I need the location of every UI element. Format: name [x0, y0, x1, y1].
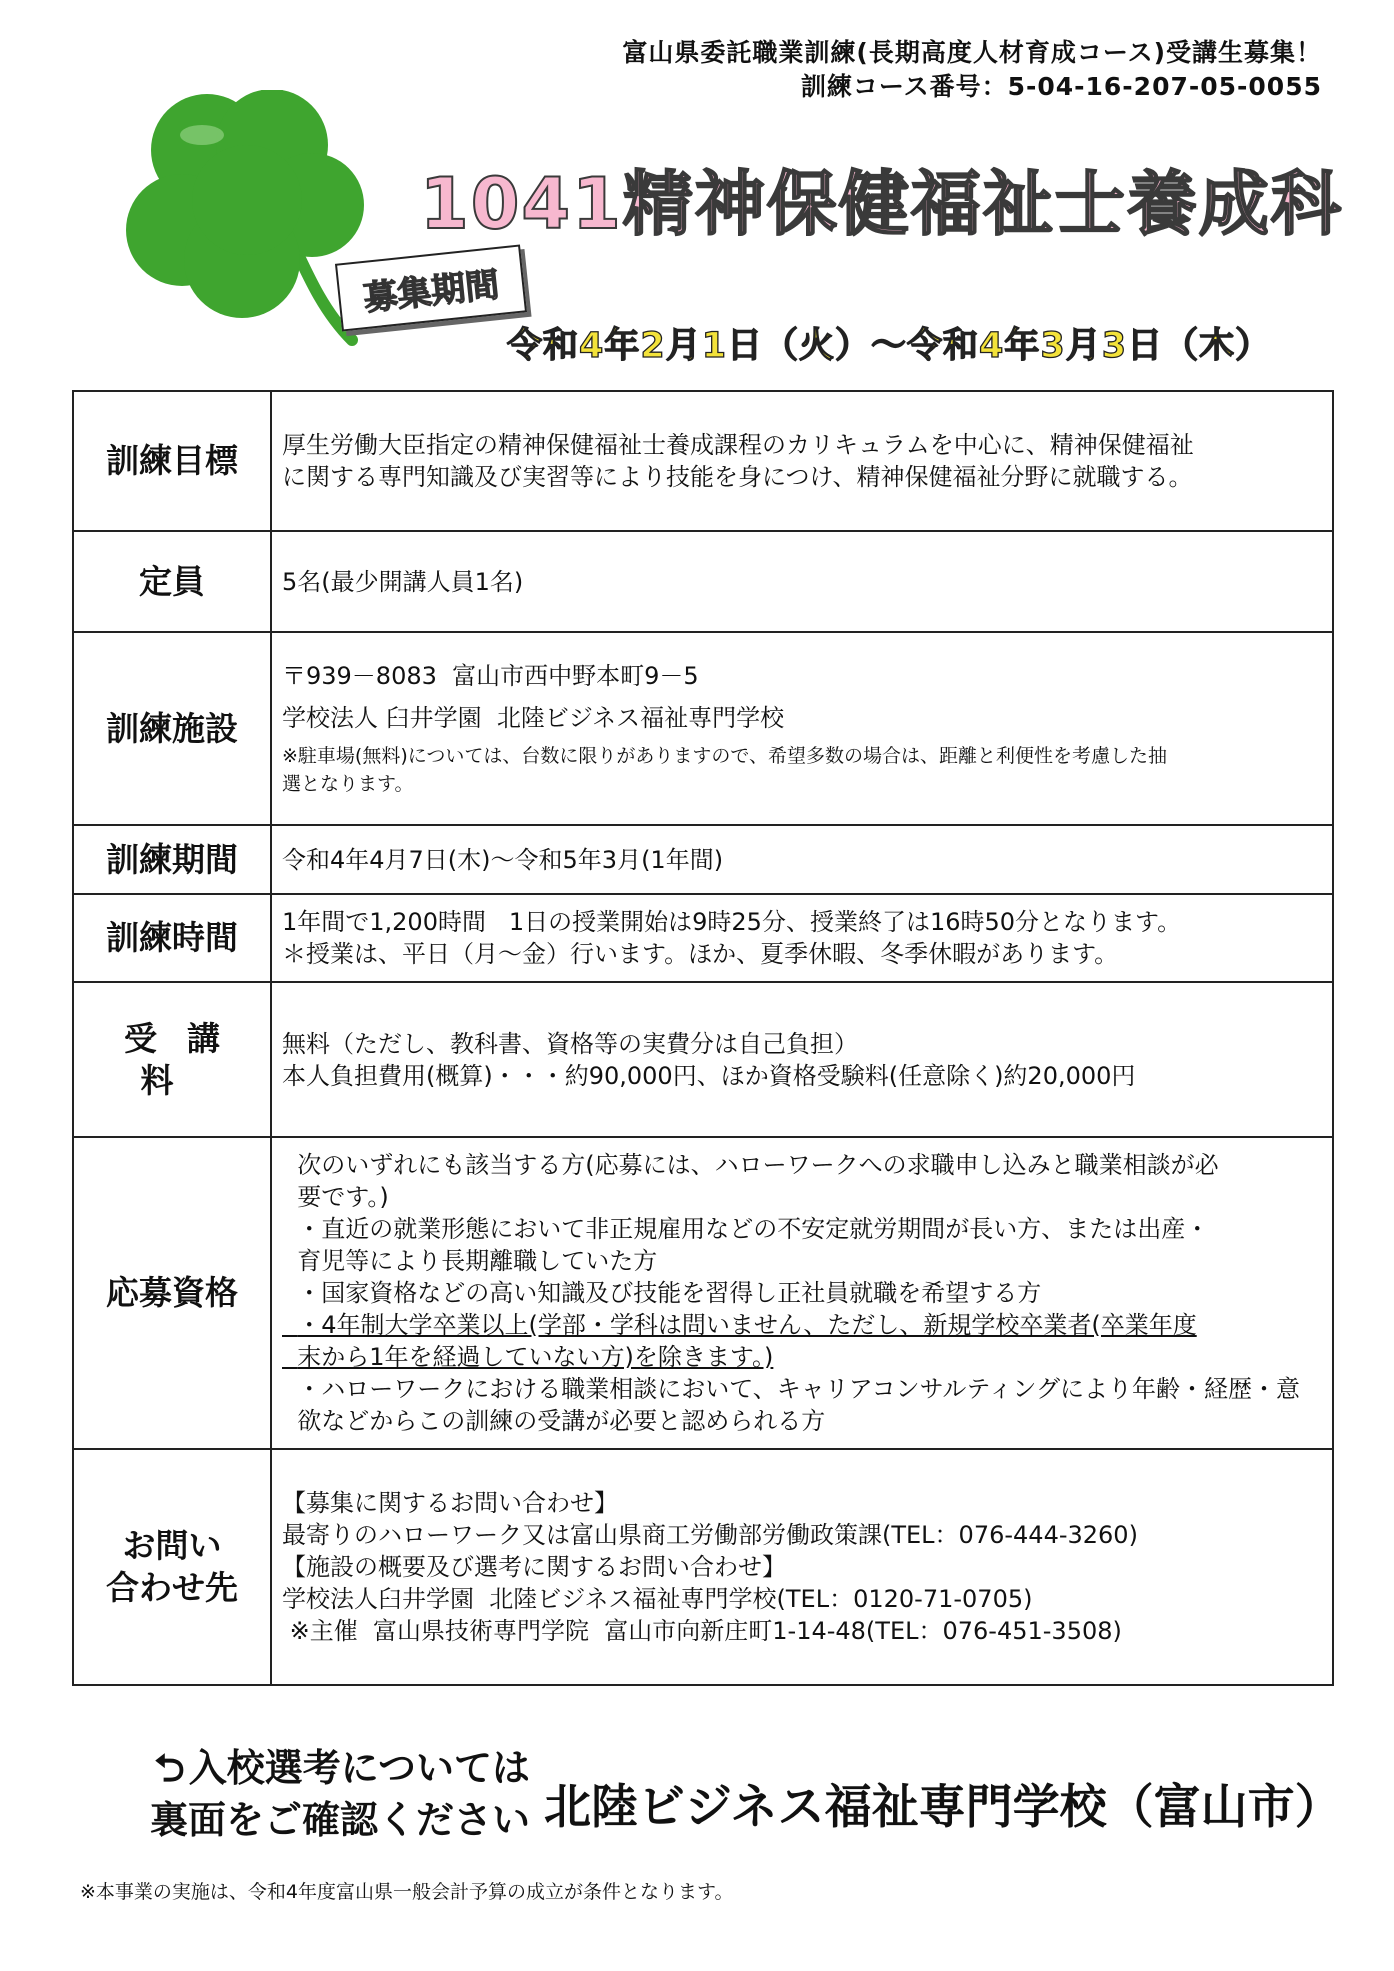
footer-notice: [150, 1742, 530, 1846]
table-row-facility: [73, 632, 1333, 825]
eligibility-line: ・国家資格などの高い知識及び技能を習得し正社員就職を希望する方: [282, 1279, 1042, 1307]
content-eligibility: [271, 1137, 1333, 1449]
recruitment-period-dates: 令和4年2月1日（火）～令和4年3月3日（木）: [507, 326, 1272, 366]
table-row-period: [73, 825, 1333, 894]
label-hours: 訓練時間: [73, 894, 271, 982]
content-hours: [271, 894, 1333, 982]
content-goal: [271, 391, 1333, 531]
fee-line: 無料（ただし、教科書、資格等の実費分は自己負担）: [282, 1029, 858, 1058]
label-period: 訓練期間: [73, 825, 271, 894]
contact-line: 学校法人臼井学園 北陸ビジネス福祉専門学校(TEL：0120-71-0705): [282, 1585, 1033, 1613]
recruitment-period-tag: 募集期間: [335, 244, 527, 331]
label-eligibility: 応募資格: [73, 1137, 271, 1449]
content-period: 令和4年4月7日(木)～令和5年3月(1年間): [271, 825, 1333, 894]
content-facility: [271, 632, 1333, 825]
contact-line: 【募集に関するお問い合わせ】: [282, 1489, 618, 1517]
facility-note-line: ※駐車場(無料)については、台数に限りがありますので、希望多数の場合は、距離と利便性を考慮した抽: [282, 744, 1167, 767]
content-fee: [271, 982, 1333, 1137]
contact-line: ※主催 富山県技術専門学院 富山市向新庄町1-14-48(TEL：076-451-3508): [282, 1617, 1122, 1645]
facility-note-line: 選となります。: [282, 772, 414, 795]
eligibility-line: 育児等により長期離職していた方: [282, 1247, 658, 1275]
content-contact: [271, 1449, 1333, 1685]
goal-line: に関する専門知識及び実習等により技能を身につけ、精神保健福祉分野に就職する。: [282, 463, 1193, 491]
eligibility-line: 要です。): [282, 1183, 389, 1211]
label-contact: [73, 1449, 271, 1685]
label-fee: [73, 982, 271, 1137]
footer-line-1-text: 入校選考については: [188, 1746, 530, 1790]
label-facility: 訓練施設: [73, 632, 271, 825]
table-row-capacity: [73, 531, 1333, 632]
table-row-eligibility: [73, 1137, 1333, 1449]
content-capacity: 5名(最少開講人員1名): [271, 531, 1333, 632]
goal-line: 厚生労働大臣指定の精神保健福祉士養成課程のカリキュラムを中心に、精神保健福祉: [282, 431, 1194, 459]
footer-school-name: 北陸ビジネス福祉専門学校（富山市）: [544, 1780, 1342, 1835]
contact-line: 【施設の概要及び選考に関するお問い合わせ】: [282, 1553, 786, 1581]
eligibility-line-underlined: 末から1年を経過していない方)を除きます。): [282, 1343, 774, 1371]
table-row-fee: [73, 982, 1333, 1137]
eligibility-line-underlined: ・4年制大学卒業以上(学部・学科は問いません、ただし、新規学校卒業者(卒業年度: [282, 1311, 1197, 1339]
header-line-2: 訓練コース番号：5-04-16-207-05-0055: [800, 72, 1322, 101]
facility-school: 学校法人 臼井学園 北陸ビジネス福祉専門学校: [282, 703, 785, 732]
disclaimer: ※本事業の実施は、令和4年度富山県一般会計予算の成立が条件となります。: [80, 1881, 734, 1903]
hours-line: 1年間で1,200時間 1日の授業開始は9時25分、授業終了は16時50分となります。: [282, 908, 1182, 936]
eligibility-line: ・直近の就業形態において非正規雇用などの不安定就労期間が長い方、または出産・: [282, 1215, 1210, 1243]
eligibility-line: 欲などからこの訓練の受講が必要と認められる方: [282, 1407, 826, 1435]
course-info-table: [72, 390, 1334, 1686]
curved-arrow-icon: ⮌: [154, 1746, 185, 1790]
hours-line: ＊授業は、平日（月～金）行います。ほか、夏季休暇、冬季休暇があります。: [282, 940, 1119, 968]
eligibility-line: ・ハローワークにおける職業相談において、キャリアコンサルティングにより年齢・経歴・意: [282, 1375, 1300, 1403]
contact-line: 最寄りのハローワーク又は富山県商工労働部労働政策課(TEL：076-444-3260): [282, 1521, 1138, 1549]
table-row-hours: [73, 894, 1333, 982]
page-title: 1041精神保健福祉士養成科: [420, 163, 1343, 245]
table-row-goal: [73, 391, 1333, 531]
contact-label-line: お問い: [122, 1526, 222, 1565]
footer-line-2: 裏面をご確認ください: [150, 1798, 531, 1842]
fee-label-text: 受講料: [124, 1018, 250, 1100]
eligibility-line: 次のいずれにも該当する方(応募には、ハローワークへの求職申し込みと職業相談が必: [282, 1151, 1219, 1179]
label-goal: 訓練目標: [73, 391, 271, 531]
header-text: [622, 36, 1322, 104]
table-row-contact: [73, 1449, 1333, 1685]
label-capacity: 定員: [73, 531, 271, 632]
facility-address: 〒939－8083 富山市西中野本町9－5: [282, 661, 699, 690]
footer-line-1: [150, 1742, 530, 1794]
contact-label-line: 合わせ先: [106, 1568, 238, 1607]
header-line-1: 富山県委託職業訓練(長期高度人材育成コース)受講生募集！: [622, 38, 1322, 67]
fee-line: 本人負担費用(概算)・・・約90,000円、ほか資格受験料(任意除く)約20,000円: [282, 1061, 1136, 1090]
